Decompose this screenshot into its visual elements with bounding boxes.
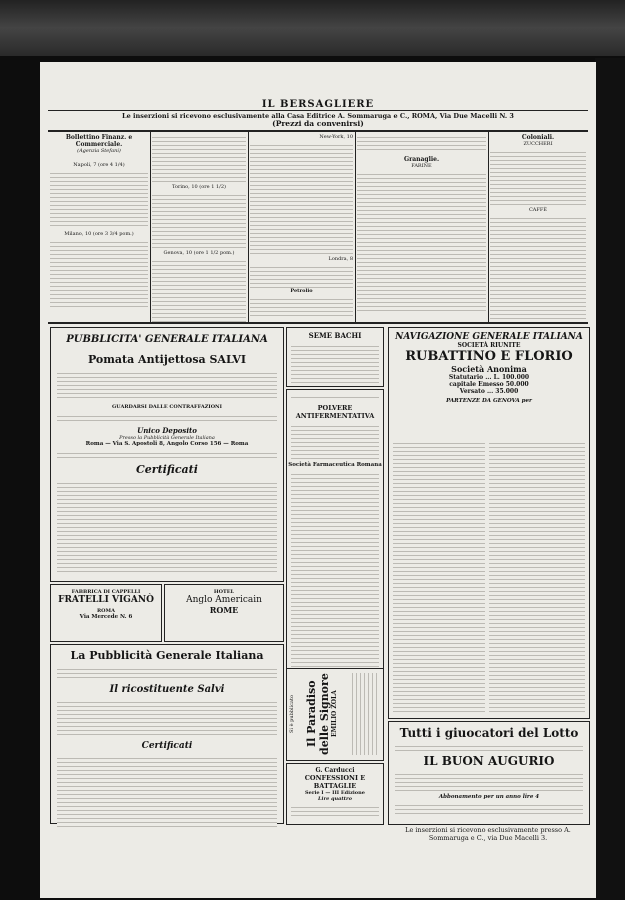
pomata-title: Pomata Antijettosa SALVI <box>87 353 247 366</box>
certificati2-text <box>57 755 277 827</box>
hotel-label: HOTEL <box>213 589 235 595</box>
hotel-city: ROME <box>209 605 239 615</box>
ricostituente-title: Il ricostituente Salvi <box>109 684 225 695</box>
granaglie-quotes <box>357 171 486 313</box>
scan-border-right <box>595 58 625 900</box>
polvere-title: POLVERE ANTIFERMENTATIVA <box>295 404 375 420</box>
zola-author: EMILIO ZOLA <box>331 690 338 738</box>
zuccheri-header: ZUCCHERI <box>523 141 553 147</box>
deposito-text <box>57 450 277 460</box>
ricostituente-ad <box>50 644 284 824</box>
ricostituente-intro <box>57 666 277 680</box>
granaglie-column <box>357 134 486 313</box>
polvere-text <box>291 423 379 459</box>
newyork-quotes <box>250 142 353 254</box>
petrolio-header: Petrolio <box>290 288 313 294</box>
caffe-header: CAFFÈ <box>528 207 548 213</box>
header-rule <box>48 110 588 111</box>
milano-quotes <box>50 239 148 309</box>
bollettino-title: Bollettino Finanz. e Commerciale. <box>65 134 133 148</box>
londra-quotes <box>250 264 353 288</box>
torino-header: Torino, 10 (ore 1 1/2) <box>172 184 226 190</box>
londra-header: Londra, 8 <box>328 256 353 262</box>
paradiso-text <box>349 673 379 755</box>
semebachi-ad <box>286 327 384 387</box>
milano-header: Milano, 10 (ore 3 3/4 pom.) <box>64 231 134 237</box>
guardarsi-label: GUARDARSI DALLE CONTRAFFAZIONI <box>112 404 222 410</box>
fratelli-city: ROMA <box>97 608 115 614</box>
hotel-name: Anglo Americain <box>186 595 262 605</box>
inserzioni-notice <box>48 112 588 128</box>
col-divider <box>150 132 151 322</box>
newyork-column <box>250 134 353 318</box>
napoli-header: Napoli, 7 (ore 4 1/4) <box>73 162 125 168</box>
navigazione-title: NAVIGAZIONE GENERALE ITALIANA <box>395 332 583 342</box>
capitale-statutario: Statutario ... L. 100.000 <box>448 374 530 381</box>
pubblicita-ad <box>50 327 284 582</box>
torino-quotes <box>152 192 246 248</box>
genova-quotes <box>152 258 246 324</box>
ricostituente-text <box>57 699 277 737</box>
paradiso-ad <box>286 668 384 761</box>
lotto-ad <box>388 721 590 825</box>
farine-header: FARINE <box>411 163 432 169</box>
carducci-text <box>291 804 379 816</box>
fabbrica-title: FABBRICA DI CAPPELLI <box>71 589 141 595</box>
navigazione-ad <box>388 327 590 719</box>
semebachi-text <box>291 343 379 383</box>
col-divider <box>488 132 489 322</box>
certificati-title: Certificati <box>136 463 198 476</box>
notice-line-1: Le inserzioni si ricevono esclusivamente alla Casa Editrice A. Sommaruga e C., ROMA, Via Due Macelli N. 3 <box>122 112 514 120</box>
capitale-versato: Versato ... 35.000 <box>459 388 519 395</box>
col-divider <box>355 132 356 322</box>
societa-anonima: Società Anonima <box>451 364 527 374</box>
granaglie-header: Granaglie. <box>403 156 440 163</box>
confessioni-title: CONFESSIONI E BATTAGLIE <box>304 774 366 790</box>
fratelli-vigano: FRATELLI VIGANÒ <box>58 595 154 605</box>
partenze-label: PARTENZE DA GENOVA per <box>446 398 532 404</box>
fabbrica-ad <box>50 584 162 642</box>
napoli-quotes <box>50 170 148 228</box>
pubblicita2-title: La Pubblicità Generale Italiana <box>70 649 264 662</box>
lotto-intro <box>395 743 583 751</box>
partenze-genova <box>393 440 485 712</box>
semebachi-title: SEME BACHI <box>308 331 362 340</box>
lotto-title: Tutti i giuocatori del Lotto <box>399 726 579 740</box>
societa-farmaceutica: Società Farmaceutica Romana <box>288 462 382 468</box>
bollettino-column <box>50 134 148 309</box>
roma-quotes <box>357 134 486 150</box>
torino-column <box>152 134 246 324</box>
caffe-quotes <box>490 215 586 325</box>
deposito-sub: Presso la Pubblicità Generale Italiana <box>119 435 215 441</box>
abbonamento: Abbonamento per un anno lire 4 <box>438 794 540 800</box>
hotel-ad <box>164 584 284 642</box>
notice-line-2: (Prezzi da convenirsi) <box>272 119 364 128</box>
pubblicita-title: PUBBLICITA' GENERALE ITALIANA <box>66 334 268 345</box>
coloniali-header: Coloniali. <box>521 134 555 141</box>
certificati2-title: Certificati <box>141 741 193 751</box>
carducci-author: G. Carducci <box>315 767 355 774</box>
header-rule-double <box>48 130 588 132</box>
polvere-intro <box>291 394 379 400</box>
guardarsi-text <box>57 413 277 423</box>
zuccheri-quotes <box>490 149 586 205</box>
buon-augurio: IL BUON AUGURIO <box>423 754 555 768</box>
pomata-text <box>57 370 277 400</box>
rendita-quotes <box>152 134 246 182</box>
deposito-address: Roma — Via S. Apostoli 8, Angolo Corso 156 — Roma <box>85 441 249 447</box>
societa-riunite: SOCIETÀ RIUNITE <box>457 342 521 349</box>
paradiso-pre: Si è pubblicato <box>289 695 295 733</box>
serie-label: Serie I — III Edizione <box>305 790 365 796</box>
lire-label: Lire quattro <box>318 796 352 802</box>
fratelli-address: Via Mercede N. 6 <box>79 614 133 620</box>
footer-notice: Le inserzioni si ricevono esclusivamente presso A. Sommaruga e C., via Due Macelli 3. <box>405 826 571 842</box>
section-rule <box>48 322 588 324</box>
carducci-ad <box>286 763 384 825</box>
rubattino-florio: RUBATTINO E FLORIO <box>405 349 573 364</box>
paradiso-title: Il Paradiso delle Signore <box>305 673 331 755</box>
partenze-palermo <box>489 440 585 712</box>
agenzia-label: (Agenzia Stefani) <box>77 148 121 154</box>
genova-header: Genova, 10 (ore 1 1/2 pom.) <box>163 250 235 256</box>
petrolio-quotes <box>250 296 353 318</box>
coloniali-column <box>490 134 586 325</box>
col-divider <box>248 132 249 322</box>
lotto-text <box>395 771 583 791</box>
scan-border-top <box>0 0 625 56</box>
capitale-emesso: capitale Emesso 50.000 <box>449 381 529 388</box>
deposito-title: Unico Deposito <box>137 426 197 435</box>
masthead-title: IL BERSAGLIERE <box>261 99 375 110</box>
newyork-header: New-York, 10 <box>319 134 353 140</box>
lotto-footer-text <box>395 802 583 814</box>
certificati-text <box>57 480 277 572</box>
